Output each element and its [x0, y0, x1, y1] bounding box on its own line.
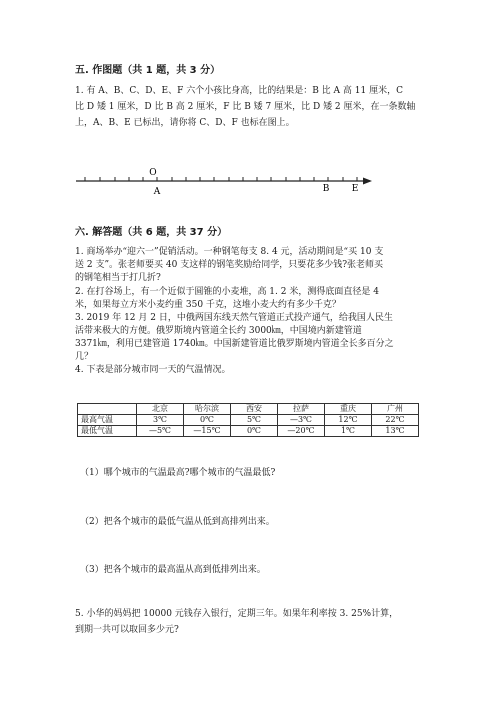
- table-header-cell: 哈尔滨: [184, 404, 231, 415]
- question-line: 2. 在打谷场上，有一个近似于圆锥的小麦堆，高 1. 2 米，测得底面直径是 4: [75, 287, 379, 297]
- table-cell: —5℃: [137, 426, 184, 437]
- section6-question-1: [75, 246, 383, 285]
- question-line: 上，A、B、E 已标出，请你将 C、D、F 也标在图上。: [75, 118, 295, 128]
- table-cell: —15℃: [184, 426, 231, 437]
- sub-question-2: （2）把各个城市的最低气温从低到高排列出来。: [80, 517, 275, 527]
- table-header-cell: 广州: [372, 404, 419, 415]
- table-cell: 5℃: [231, 415, 278, 426]
- table-row: [78, 426, 419, 437]
- question-line: 送 2 支”。张老师要买 40 支这样的钢笔奖励给同学，只要花多少钱?张老师买: [75, 260, 384, 270]
- table-cell: —20℃: [278, 426, 325, 437]
- question-line: 的钢笔相当于打几折?: [75, 273, 161, 283]
- section6-question-2: [75, 286, 379, 312]
- number-line-arrow: [363, 178, 372, 185]
- table-cell: 0℃: [231, 426, 278, 437]
- table-cell: 1℃: [325, 426, 372, 437]
- temperature-table: [77, 403, 419, 437]
- point-label-b: B: [322, 184, 330, 194]
- question-line: 3. 2019 年 12 月 2 日，中俄两国东线天然气管道正式投产通气，给我国人民生: [75, 313, 393, 323]
- table-header-cell: 西安: [231, 404, 278, 415]
- question-line: 3371㎞，利用已建管道 1740㎞。中国新建管道比俄罗斯境内管道全长多百分之: [75, 339, 394, 349]
- section5-heading: 五. 作图题（共 1 题，共 3 分）: [75, 65, 221, 76]
- section5-question-1: [75, 83, 416, 131]
- question-line: 米，如果每立方米小麦约重 350 千克，这堆小麦大约有多少千克？: [75, 300, 341, 310]
- question-line: 几？: [75, 352, 94, 362]
- sub-question-1: （1）哪个城市的气温最高?哪个城市的气温最低?: [80, 468, 276, 478]
- question-line: 5. 小华的妈妈把 10000 元钱存入银行，定期三年。如果年利率按 3. 25%计算，: [75, 609, 399, 619]
- question-line: 1. 有 A、B、C、D、E、F 六个小孩比身高，比的结果是：B 比 A 高 11 厘米，C: [75, 86, 403, 96]
- table-cell: 22℃: [372, 415, 419, 426]
- number-line: [70, 160, 380, 200]
- table-cell: —3℃: [278, 415, 325, 426]
- table-cell: 3℃: [137, 415, 184, 426]
- origin-label: O: [149, 168, 157, 178]
- table-header-cell: 拉萨: [278, 404, 325, 415]
- table-header-cell: 重庆: [325, 404, 372, 415]
- sub-question-3: （3）把各个城市的最高温从高到低排列出来。: [80, 565, 266, 575]
- section6-question-4-intro: 4. 下表是部分城市同一天的气温情况。: [75, 365, 231, 375]
- section6-heading: 六. 解答题（共 6 题，共 37 分）: [75, 227, 228, 238]
- table-header-cell: 北京: [137, 404, 184, 415]
- table-row-label: 最低气温: [78, 426, 137, 437]
- number-line-ticks: [85, 177, 357, 181]
- table-cell: 12℃: [325, 415, 372, 426]
- table-header-row: [78, 404, 419, 415]
- question-line: 1. 商场举办“迎六一”促销活动。一种钢笔每支 8. 4 元，活动期间是“买 10 支: [75, 247, 384, 257]
- section6-question-5: [75, 606, 398, 638]
- point-label-e: E: [351, 184, 359, 194]
- table-corner-cell: [78, 404, 137, 415]
- table-row: [78, 415, 419, 426]
- point-label-a: A: [153, 187, 161, 197]
- section6-question-3: [75, 312, 394, 364]
- table-cell: 0℃: [184, 415, 231, 426]
- question-line: 比 D 矮 1 厘米，D 比 B 高 2 厘米，F 比 B 矮 7 厘米，比 D 矮 2 厘米，在一条数轴: [75, 102, 416, 112]
- question-line: 到期一共可以取回多少元?: [75, 625, 179, 635]
- question-line: 活带来极大的方便。俄罗斯境内管道全长约 3000㎞，中国境内新建管道: [75, 326, 362, 336]
- table-cell: 13℃: [372, 426, 419, 437]
- table-row-label: 最高气温: [78, 415, 137, 426]
